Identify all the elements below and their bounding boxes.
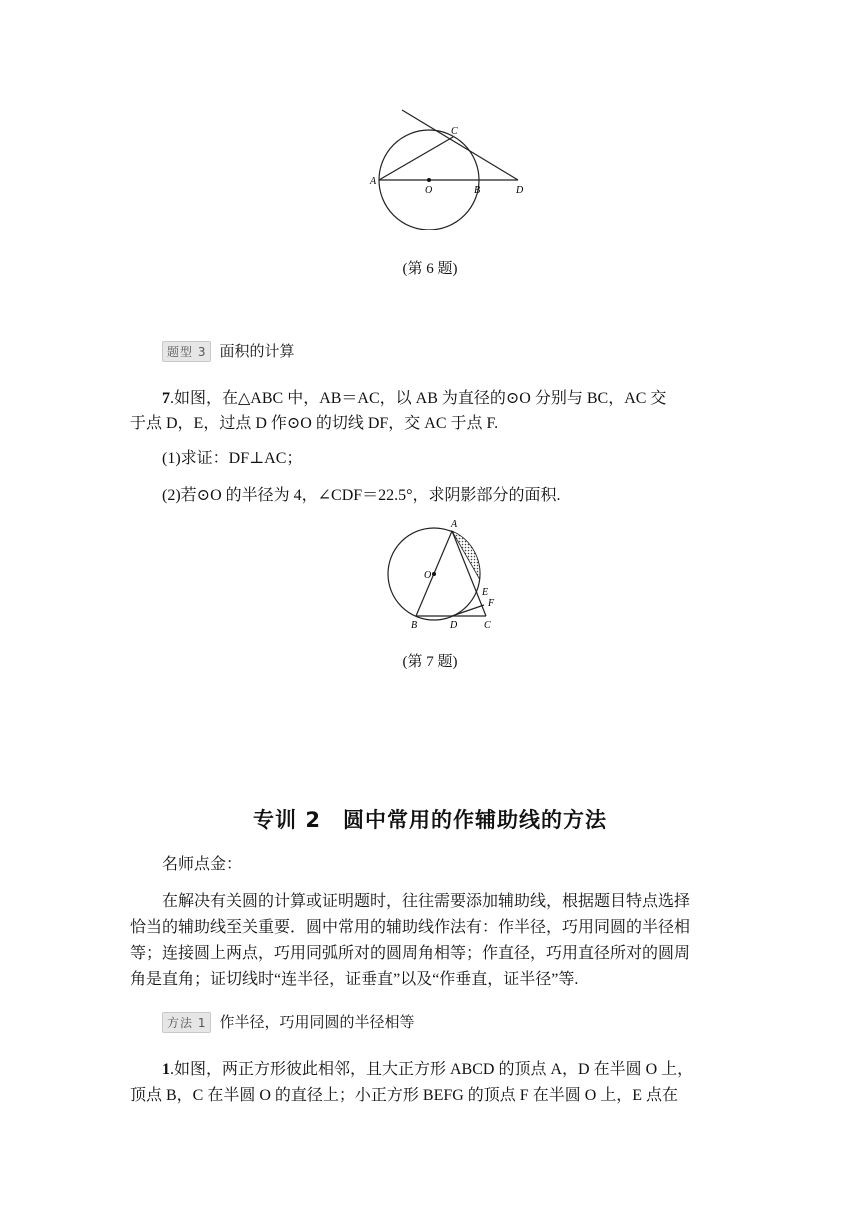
center-dot (432, 572, 436, 576)
intro-line-2: 恰当的辅助线至关重要．圆中常用的辅助线作法有：作半径，巧用同圆的半径相 (130, 919, 691, 936)
label-c: C (451, 126, 458, 137)
method-title: 作半径，巧用同圆的半径相等 (219, 1013, 415, 1031)
intro-label: 名师点金： (162, 856, 243, 873)
label-o: O (424, 570, 432, 581)
label-c: C (484, 620, 491, 631)
section-tag: 题型 3 (162, 341, 211, 362)
label-f: F (488, 598, 495, 609)
chord-ac (379, 137, 453, 180)
q1-line1 (162, 1057, 693, 1083)
label-o: O (425, 185, 433, 196)
q1-text-1: .如图，两正方形彼此相邻，且大正方形 ABCD 的顶点 A，D 在半圆 O 上， (170, 1061, 694, 1078)
figure-6-caption: (第 6 题) (402, 261, 458, 277)
method-1-header (162, 1011, 414, 1033)
special-title: 专训 2 圆中常用的作辅助线的方法 (253, 808, 607, 832)
figure-7 (380, 516, 510, 636)
q7-text-1: .如图，在△ABC 中，AB＝AC，以 AB 为直径的⊙O 分别与 BC，AC 交 (170, 390, 667, 407)
q1-number: 1 (162, 1061, 170, 1078)
intro-line-1: 在解决有关圆的计算或证明题时，往往需要添加辅助线，根据题目特点选择 (162, 893, 691, 910)
figure-6 (360, 105, 540, 230)
method-tag: 方法 1 (162, 1012, 211, 1033)
intro-line-4: 角是直角；证切线时“连半径，证垂直”以及“作垂直，证半径”等. (130, 971, 579, 988)
label-d: D (450, 620, 458, 631)
label-a: A (451, 519, 458, 530)
tangent-df (452, 605, 484, 616)
q1-line2: 顶点 B，C 在半圆 O 的直径上；小正方形 BEFG 的顶点 F 在半圆 O 上，E 点在 (130, 1087, 679, 1104)
section-title: 面积的计算 (219, 342, 295, 360)
q7-line1 (162, 386, 666, 412)
label-b: B (411, 620, 418, 631)
label-e: E (482, 587, 489, 598)
section-3-header (162, 340, 294, 362)
label-b: B (474, 185, 481, 196)
q7-part2: (2)若⊙O 的半径为 4，∠CDF＝22.5°，求阴影部分的面积. (162, 487, 561, 504)
center-dot (427, 178, 431, 182)
q7-part1: (1)求证：DF⊥AC； (162, 450, 303, 467)
intro-line-3: 等；连接圆上两点，巧用同弧所对的圆周角相等；作直径，巧用直径所对的圆周 (130, 945, 691, 962)
label-d: D (516, 185, 524, 196)
figure-7-caption: (第 7 题) (402, 654, 458, 670)
shaded-region (452, 531, 480, 579)
q7-number: 7 (162, 390, 170, 407)
label-a: A (370, 176, 377, 187)
tangent-line (402, 110, 518, 180)
q7-line2: 于点 D，E，过点 D 作⊙O 的切线 DF，交 AC 于点 F. (130, 415, 499, 432)
